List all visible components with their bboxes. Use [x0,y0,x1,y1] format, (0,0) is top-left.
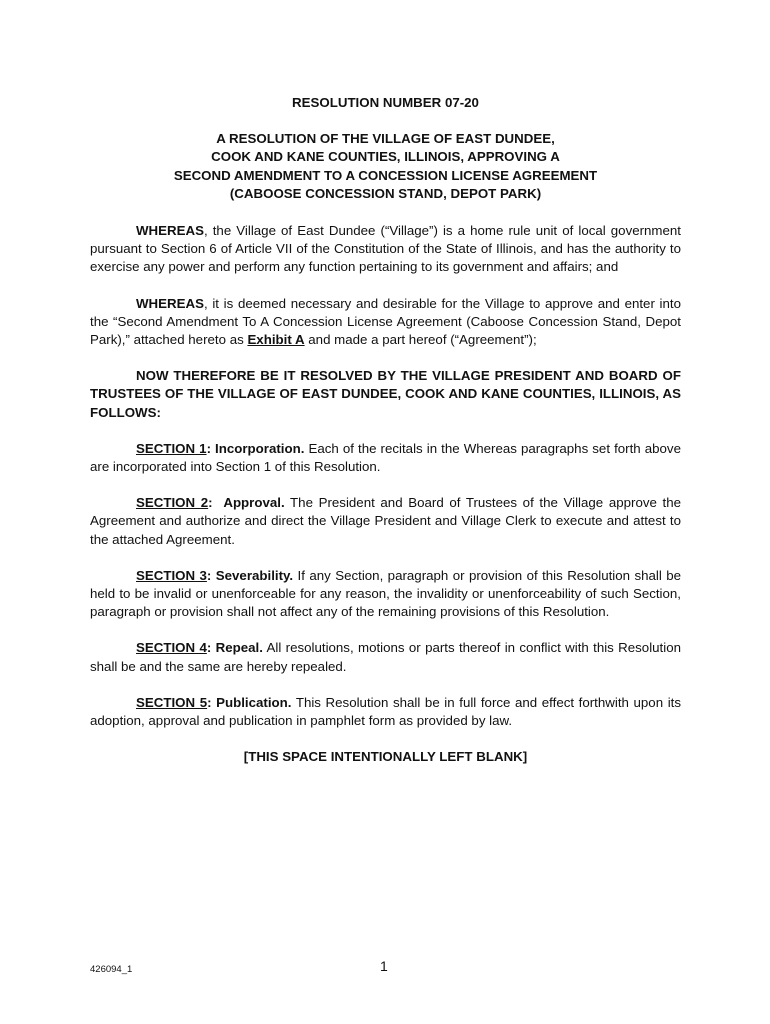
whereas-paragraph-1 [90,222,681,277]
section-heading: : Publication. [207,694,292,710]
section-5 [90,694,681,730]
section-label: SECTION 2 [136,495,209,511]
section-label: SECTION 4 [136,640,207,656]
blank-space-notice: [THIS SPACE INTENTIONALLY LEFT BLANK] [243,749,528,765]
whereas-lead: WHEREAS [136,223,204,239]
section-heading: : Incorporation. [206,440,305,456]
resolved-clause: NOW THEREFORE BE IT RESOLVED BY THE VILLAGE PRESIDENT AND BOARD OF TRUSTEES OF THE VILLAGE OF EAST DUNDEE, COOK AND KANE COUNTIES, ILLINOIS, AS FOLLOWS: [90,368,681,420]
section-label: SECTION 3 [136,567,207,583]
section-text: All resolutions, motions or parts thereof in conflict with this Resolution shall be and the same are hereby repealed. [90,640,681,674]
section-label: SECTION 5 [136,694,208,710]
title-line: SECOND AMENDMENT TO A CONCESSION LICENSE AGREEMENT [173,167,598,183]
document-id: 426094_1 [90,964,133,975]
title-line: (CABOOSE CONCESSION STAND, DEPOT PARK) [229,185,542,201]
exhibit-a-reference: Exhibit A [247,332,305,348]
section-2 [90,494,681,549]
whereas-lead: WHEREAS [136,295,204,311]
section-label: SECTION 1 [136,440,207,456]
whereas-paragraph-2 [90,295,681,350]
page-number: 1 [380,958,388,974]
section-heading: : Repeal. [206,640,263,656]
title-line: COOK AND KANE COUNTIES, ILLINOIS, APPROVING A [211,149,560,165]
section-text: If any Section, paragraph or provision of this Resolution shall be held to be invalid or unenforceable for any reason, the invalidity or unenforceability of such Section, paragraph or provision shall not affect any of the remaining provisions of this Resolution. [90,567,682,620]
section-4 [90,639,681,675]
section-3 [90,567,681,622]
section-heading: : Severability. [206,567,294,583]
whereas-text: , it is deemed necessary and desirable for the Village to approve and enter into the “Second Amendment To A Concession License Agreement (Caboose Concession Stand, Depot Park),” attached hereto as [90,295,681,348]
whereas-text: and made a part hereof (“Agreement”); [304,332,537,348]
whereas-text: , the Village of East Dundee (“Village”) is a home rule unit of local government pursuant to Section 6 of Article VII of the Constitution of the State of Illinois, and has the authority to exercise any power and perform any function pertaining to its government and affairs; and [90,223,681,275]
resolution-number: RESOLUTION NUMBER 07-20 [292,95,479,110]
section-heading: : Approval. [208,495,285,511]
section-text: This Resolution shall be in full force and effect forthwith upon its adoption, approval and publication in pamphlet form as provided by law. [90,694,681,729]
resolution-title [90,130,681,203]
section-text: Each of the recitals in the Whereas paragraphs set forth above are incorporated into Section 1 of this Resolution. [90,440,681,475]
section-text: The President and Board of Trustees of the Village approve the Agreement and authorize and direct the Village President and Village Clerk to execute and attest to the attached Agreement. [90,495,681,547]
title-line: A RESOLUTION OF THE VILLAGE OF EAST DUNDEE, [216,131,555,147]
section-1 [90,440,681,476]
document-body [90,94,681,766]
